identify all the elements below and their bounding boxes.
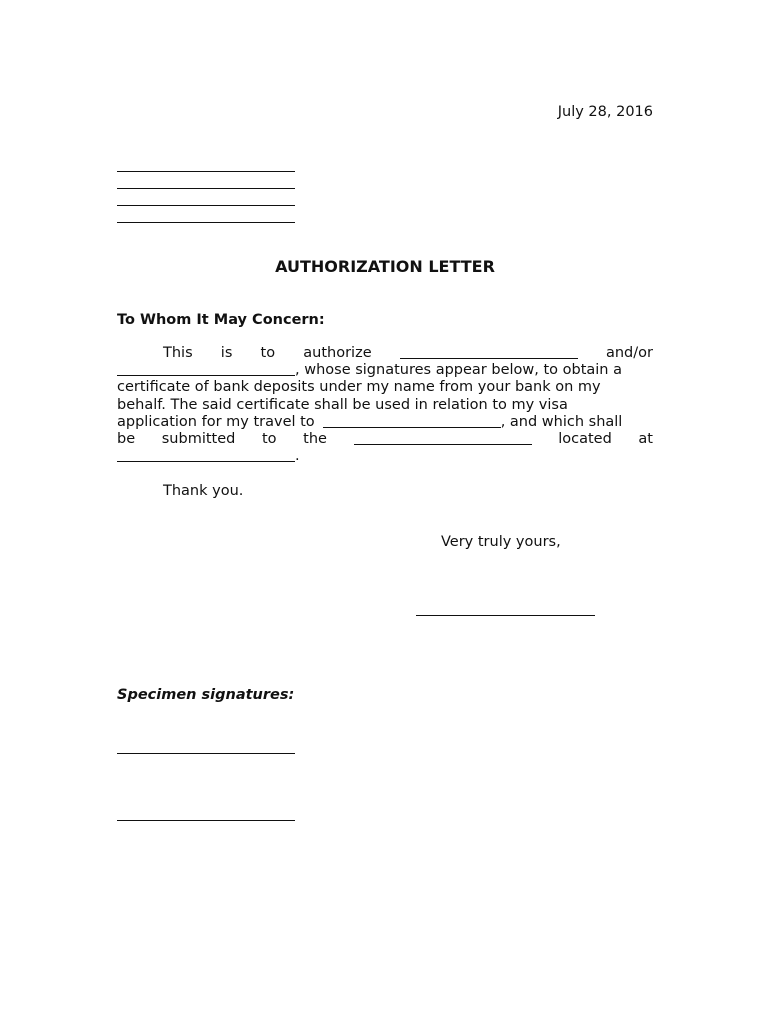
- specimen-signature-line-1: [117, 753, 295, 754]
- body-text: .: [295, 448, 300, 465]
- signature-line: [416, 615, 595, 616]
- body-paragraph: [117, 345, 653, 465]
- letter-title: AUTHORIZATION LETTER: [275, 257, 495, 276]
- authorized-person-1-blank: [400, 345, 578, 359]
- body-word: submitted: [161, 430, 236, 447]
- body-word: is: [220, 345, 233, 361]
- embassy-name-blank: [354, 431, 532, 445]
- body-word: the: [303, 430, 327, 447]
- salutation: To Whom It May Concern:: [117, 312, 325, 328]
- authorized-person-2-blank: [117, 362, 295, 376]
- body-word: to: [260, 345, 276, 361]
- body-text: application for my travel to: [117, 413, 315, 430]
- address-blank-line-4: [117, 222, 295, 223]
- body-word: authorize: [303, 345, 372, 361]
- address-blank-line-1: [117, 171, 295, 172]
- body-line-3: [117, 379, 653, 396]
- letter-date: July 28, 2016: [557, 104, 653, 120]
- body-line-1: [117, 345, 653, 362]
- body-word: located: [558, 430, 612, 447]
- body-text: behalf. The said certificate shall be used in relation to my visa: [117, 396, 568, 413]
- body-text: , whose signatures appear below, to obtain a: [295, 362, 622, 379]
- body-word: at: [638, 430, 653, 447]
- embassy-address-blank: [117, 448, 295, 462]
- travel-destination-blank: [323, 414, 501, 428]
- specimen-signature-line-2: [117, 820, 295, 821]
- body-text: , and which shall: [500, 413, 623, 430]
- body-word: This: [163, 345, 193, 361]
- body-line-5: [117, 414, 653, 431]
- specimen-signatures-label: Specimen signatures:: [117, 687, 295, 703]
- body-line-2: [117, 362, 653, 379]
- body-text: certificate of bank deposits under my name from your bank on my: [117, 379, 601, 396]
- body-word: be: [117, 430, 136, 447]
- closing-line: Very truly yours,: [441, 534, 561, 550]
- address-blank-line-3: [117, 205, 295, 206]
- body-word: and/or: [605, 345, 653, 361]
- body-line-4: [117, 397, 653, 414]
- body-line-7: [117, 448, 653, 465]
- address-blank-line-2: [117, 188, 295, 189]
- thanks-line: Thank you.: [163, 483, 244, 499]
- body-word: to: [261, 430, 277, 447]
- body-line-6: [117, 431, 653, 448]
